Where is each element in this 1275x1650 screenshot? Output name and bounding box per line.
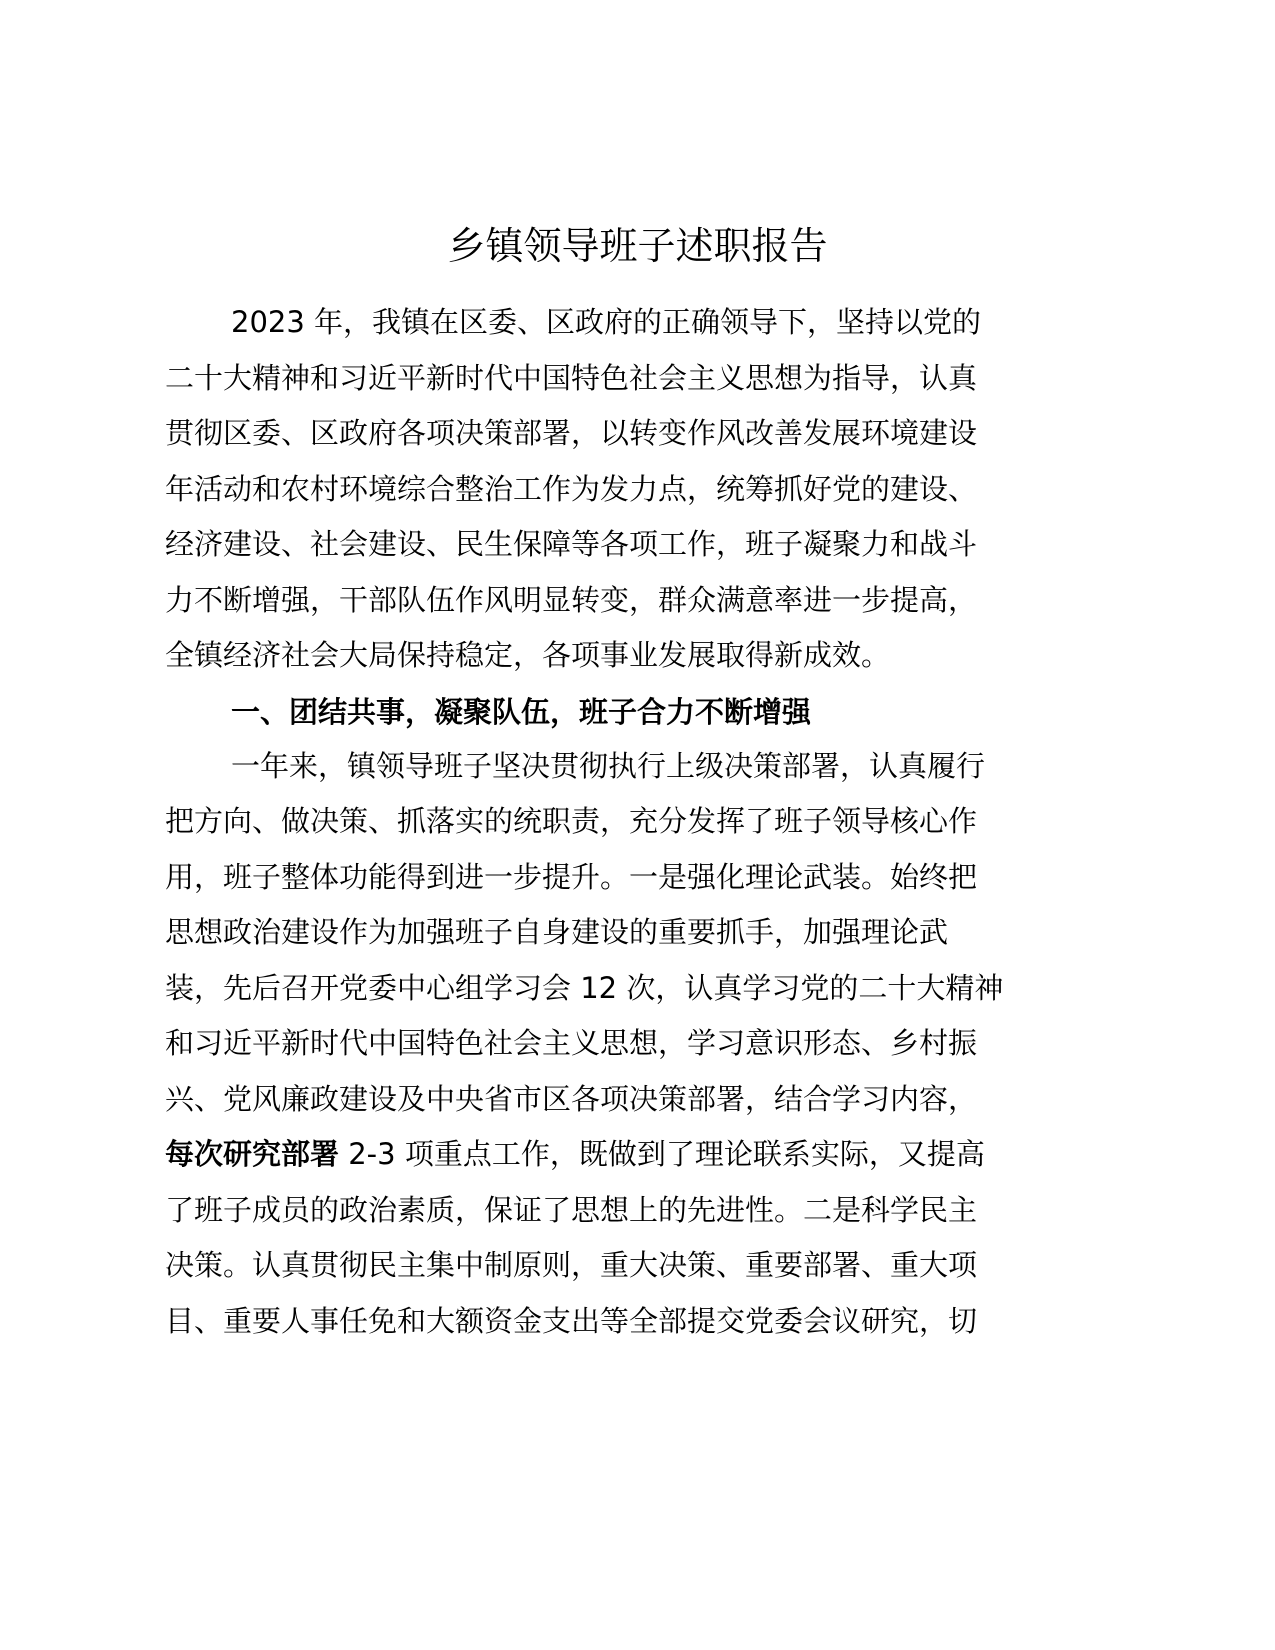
paragraph-line-10: 用，班子整体功能得到进一步提升。一是强化理论武装。始终把 (165, 860, 978, 894)
paragraph-line-15-bold-part: 每次研究部署 (165, 1137, 340, 1171)
paragraph-line-15-rest: 2-3 项重点工作，既做到了理论联系实际，又提高 (339, 1137, 985, 1171)
paragraph-line-9: 把方向、做决策、抓落实的统职责，充分发挥了班子领导核心作 (165, 804, 978, 838)
paragraph-line-8: 一年来，镇领导班子坚决贯彻执行上级决策部署，认真履行 (231, 749, 986, 783)
paragraph-line-16: 了班子成员的政治素质，保证了思想上的先进性。二是科学民主 (165, 1193, 978, 1227)
paragraph-line-17: 决策。认真贯彻民主集中制原则，重大决策、重要部署、重大项 (165, 1248, 978, 1282)
section-heading-1: 一、团结共事，凝聚队伍，班子合力不断增强 (231, 695, 812, 729)
paragraph-line-5: 经济建设、社会建设、民生保障等各项工作，班子凝聚力和战斗 (165, 527, 978, 561)
document-title: 乡镇领导班子述职报告 (447, 224, 828, 268)
paragraph-line-13: 和习近平新时代中国特色社会主义思想，学习意识形态、乡村振 (165, 1026, 978, 1060)
paragraph-line-2: 二十大精神和习近平新时代中国特色社会主义思想为指导，认真 (165, 361, 978, 395)
paragraph-line-18: 目、重要人事任免和大额资金支出等全部提交党委会议研究，切 (165, 1304, 978, 1338)
paragraph-line-14: 兴、党风廉政建设及中央省市区各项决策部署，结合学习内容， (165, 1082, 978, 1116)
paragraph-line-3: 贯彻区委、区政府各项决策部署，以转变作风改善发展环境建设 (165, 416, 978, 450)
paragraph-line-1: 2023 年，我镇在区委、区政府的正确领导下，坚持以党的 (231, 305, 982, 339)
paragraph-line-11: 思想政治建设作为加强班子自身建设的重要抓手，加强理论武 (165, 915, 949, 949)
paragraph-line-12: 装，先后召开党委中心组学习会 12 次，认真学习党的二十大精神 (165, 971, 1004, 1005)
paragraph-line-6: 力不断增强，干部队伍作风明显转变，群众满意率进一步提高， (165, 583, 978, 617)
paragraph-line-15 (165, 1134, 985, 1174)
paragraph-line-7: 全镇经济社会大局保持稳定，各项事业发展取得新成效。 (165, 638, 891, 672)
paragraph-line-4: 年活动和农村环境综合整治工作为发力点，统筹抓好党的建设、 (165, 472, 978, 506)
